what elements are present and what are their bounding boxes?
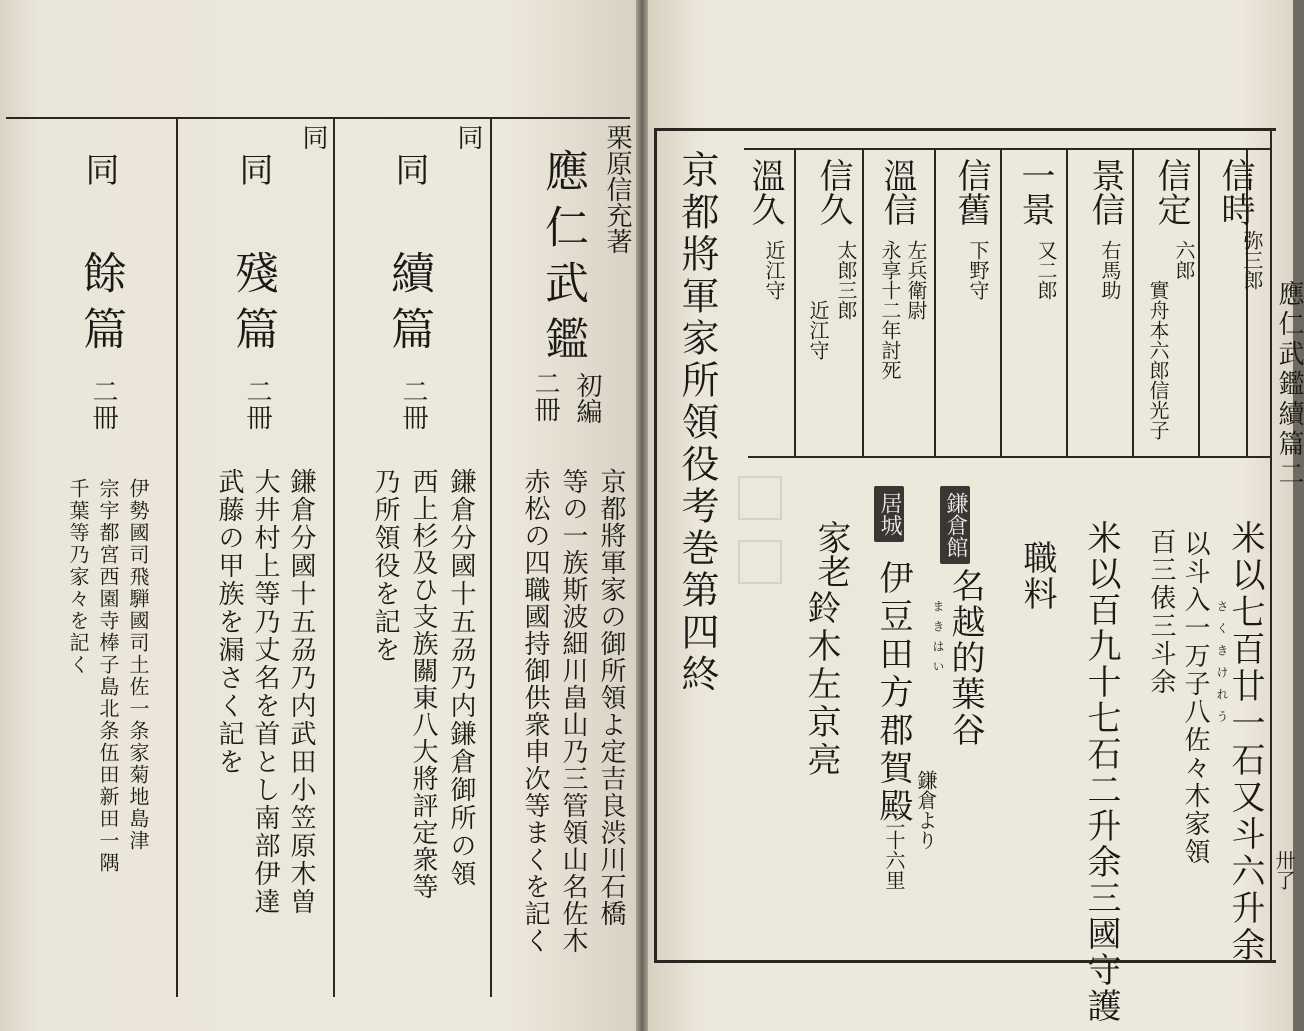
genealogy-note: 右馬助: [1098, 240, 1122, 300]
description-line: 鎌倉分國十五刕乃内武田小笠原木曽: [286, 468, 316, 916]
tree-line: [794, 148, 796, 456]
text-line: 職料: [1017, 540, 1057, 612]
genealogy-top-rule: [744, 148, 1270, 150]
volume-count: 二冊: [530, 370, 560, 422]
same-mark: 同: [79, 152, 119, 186]
genealogy-note: 近江守: [762, 240, 786, 300]
tree-line: [1066, 148, 1068, 456]
ruby-text: まきはい: [931, 600, 945, 680]
volume-title: 殘篇: [227, 250, 278, 362]
column-divider: [176, 117, 178, 997]
right-page: [648, 0, 1304, 1031]
tree-line: [1198, 148, 1200, 456]
left-page: [0, 0, 636, 1031]
genealogy-note: 六郎: [1172, 240, 1196, 280]
text-line: 以斗入一万子八佐々木家領: [1180, 530, 1210, 866]
genealogy-note: 又二郎: [1034, 240, 1058, 300]
text-line: 米以七百廿一石又斗六升余: [1225, 520, 1265, 964]
text-line: 伊豆田方郡賀殿: [873, 560, 913, 826]
description-line: 等の一族斯波細川畠山乃三管領山名佐木: [558, 468, 588, 954]
tree-line: [934, 148, 936, 456]
genealogy-note: 近江守: [806, 300, 830, 360]
genealogy-name: 信舊: [951, 158, 991, 226]
tree-line: [1000, 148, 1002, 456]
same-mark: 同: [389, 152, 429, 186]
text-note: 二十六里: [882, 810, 906, 890]
genealogy-note: 下野守: [966, 240, 990, 300]
description-line: 武藤の甲族を漏さく記を: [214, 468, 244, 776]
description-line: 西上杉及ひ支族關東八大將評定衆等: [408, 468, 438, 900]
frame-left: [654, 128, 657, 963]
column-divider: [333, 117, 335, 997]
bottom-rule: [654, 960, 1276, 963]
genealogy-name: 信定: [1151, 158, 1191, 226]
description-line: 伊勢國司飛騨國司土佐一条家菊地島津: [126, 478, 150, 852]
genealogy-note: 弥三郎: [1240, 230, 1264, 290]
same-mark: 同: [453, 124, 483, 150]
book-gutter: [636, 0, 648, 1031]
faint-seal: [738, 476, 782, 520]
volume-count: 二冊: [398, 378, 428, 430]
text-line: 家老: [811, 520, 851, 588]
genealogy-note: 太郎三郎: [834, 240, 858, 320]
book-title: 應仁武鑑: [537, 148, 588, 372]
genealogy-name: 景信: [1085, 158, 1125, 226]
text-line: 百三俵三斗余: [1146, 528, 1176, 696]
section-label: 居城: [874, 486, 904, 542]
tree-line: [1132, 148, 1134, 456]
text-line: 米以百九十七石二升余三國守護: [1081, 520, 1121, 1024]
genealogy-name: 一景: [1015, 158, 1055, 226]
top-rule: [6, 117, 630, 119]
genealogy-note: 實舟本六郎信光子: [1146, 280, 1170, 440]
tree-line: [862, 148, 864, 456]
volume-count: 二冊: [88, 378, 118, 430]
same-mark: 同: [233, 152, 273, 186]
volume-title: 續篇: [383, 250, 434, 362]
running-head: 應仁武鑑續篇二: [1274, 280, 1304, 490]
author-line: 栗原信充著: [602, 124, 632, 254]
description-line: 宗宇都宮西園寺棒子島北条伍田新田一隅: [96, 478, 120, 874]
genealogy-note: 永享十二年討死: [878, 240, 902, 380]
volume-count: 二冊: [242, 378, 272, 430]
edition-label: 初編: [572, 372, 602, 424]
section-label: 鎌倉館: [940, 486, 970, 564]
same-mark: 同: [298, 124, 328, 150]
description-line: 赤松の四職國持御供衆申次等まくを記く: [520, 468, 550, 954]
description-line: 千葉等乃家々を記く: [66, 478, 90, 676]
description-line: 大井村上等乃丈名を首とし南部伊達: [250, 468, 280, 916]
description-line: 乃所領役を記を: [370, 468, 400, 664]
description-line: 鎌倉分國十五刕乃内鎌倉御所の領: [446, 468, 476, 888]
genealogy-bottom-rule: [748, 456, 1270, 458]
genealogy-name: 溫信: [877, 158, 917, 226]
faint-seal: [738, 540, 782, 584]
page-number: 卅了: [1272, 850, 1296, 890]
description-line: 京都將軍家の御所領よ定吉良渋川石橋: [596, 468, 626, 927]
top-rule: [654, 128, 1276, 131]
genealogy-name: 溫久: [745, 158, 785, 226]
genealogy-note: 左兵衛尉: [904, 240, 928, 320]
column-divider: [490, 117, 492, 997]
genealogy-name: 信久: [813, 158, 853, 226]
text-line: 名越的葉谷: [945, 568, 985, 748]
text-line: 鈴木左京亮: [801, 590, 841, 780]
ruby-text: さくきけれう: [1215, 600, 1229, 732]
frame-right: [1270, 128, 1272, 963]
volume-title: 餘篇: [75, 250, 126, 362]
genealogy-name: 信時: [1215, 158, 1255, 226]
text-note: 鎌倉より: [914, 770, 938, 850]
closing-title: 京都將軍家所領役考巻第四終: [675, 150, 719, 696]
